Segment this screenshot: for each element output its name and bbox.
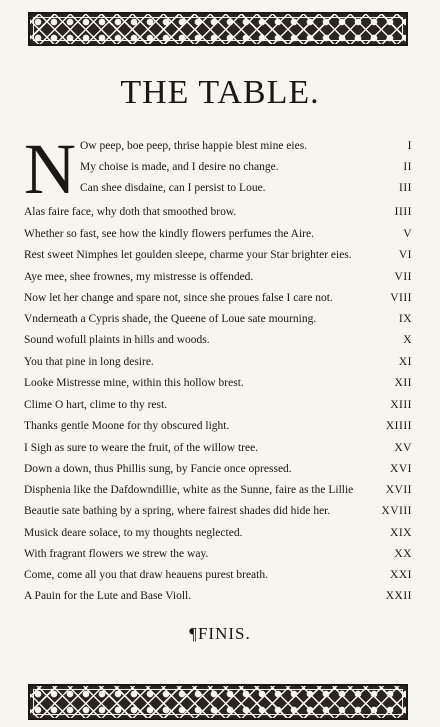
list-item: [0, 352, 440, 373]
list-item: [0, 523, 440, 544]
entry-number: XVII: [385, 484, 412, 496]
entry-number: XXI: [390, 569, 412, 581]
entry-title: Clime O hart, clime to thy rest.: [24, 399, 168, 411]
list-item: [0, 330, 440, 351]
entry-title: Alas faire face, why doth that smoothed brow.: [24, 206, 237, 218]
entry-number: X: [403, 334, 412, 346]
entry-number: VII: [394, 271, 412, 283]
entry-number: XXII: [385, 590, 412, 602]
finis-label: ¶FINIS.: [189, 624, 251, 643]
entry-number: IIII: [394, 206, 412, 218]
entry-title: A Pauin for the Lute and Base Violl.: [24, 590, 192, 602]
entry-number: XVI: [390, 463, 412, 475]
entry-title: Rest sweet Nimphes let goulden sleepe, charme your Star brighter eies.: [24, 249, 352, 261]
entry-title: Down a down, thus Phillis sung, by Fancie once opressed.: [24, 463, 292, 475]
list-item: [0, 157, 440, 178]
entry-title: Ow peep, boe peep, thrise happie blest mine eies.: [80, 140, 308, 152]
entry-number: XX: [394, 548, 412, 560]
entry-title: Whether so fast, see how the kindly flowers perfumes the Aire.: [24, 228, 314, 240]
entry-number: V: [403, 228, 412, 240]
entry-title: I Sigh as sure to weare the fruit, of the willow tree.: [24, 442, 259, 454]
entry-title: Vnderneath a Cypris shade, the Queene of Loue sate mourning.: [24, 313, 317, 325]
list-item: [0, 416, 440, 437]
list-item: [0, 288, 440, 309]
entry-title: Thanks gentle Moone for thy obscured light.: [24, 420, 230, 432]
list-item: [0, 245, 440, 266]
list-item: [0, 565, 440, 586]
drop-cap-initial: N: [24, 129, 76, 209]
entry-title: Can shee disdaine, can I persist to Loue.: [80, 182, 266, 194]
entry-title: Musick deare solace, to my thoughts neglected.: [24, 527, 243, 539]
entry-title: With fragrant flowers we strew the way.: [24, 548, 209, 560]
list-item: [0, 395, 440, 416]
entry-number: II: [403, 161, 412, 173]
entry-number: XIX: [390, 527, 412, 539]
list-item: [0, 373, 440, 394]
list-item: [0, 480, 440, 501]
entry-number: I: [407, 140, 412, 152]
entry-title: Looke Mistresse mine, within this hollow brest.: [24, 377, 244, 389]
entry-title: You that pine in long desire.: [24, 356, 154, 368]
entry-number: VIII: [390, 292, 412, 304]
list-item: [0, 586, 440, 607]
list-item: [0, 309, 440, 330]
entry-title: Sound wofull plaints in hills and woods.: [24, 334, 210, 346]
entry-number: III: [399, 182, 412, 194]
list-item: [0, 544, 440, 565]
list-item: [0, 178, 440, 199]
list-item: [0, 202, 440, 223]
entry-number: IX: [398, 313, 412, 325]
entry-title: Now let her change and spare not, since she proues false I care not.: [24, 292, 333, 304]
list-item: [0, 267, 440, 288]
entry-title: Beautie sate bathing by a spring, where fairest shades did hide her.: [24, 505, 331, 517]
page-title: THE TABLE.: [120, 74, 320, 111]
entry-number: XIIII: [385, 420, 412, 432]
bottom-ornament-border: [28, 684, 408, 720]
list-item: [0, 438, 440, 459]
list-item: [0, 501, 440, 522]
entry-title: Disphenia like the Dafdowndillie, white as the Sunne, faire as the Lillie: [24, 484, 354, 496]
entry-title: Aye mee, shee frownes, my mistresse is offended.: [24, 271, 254, 283]
list-item: [0, 136, 440, 157]
top-ornament-border: [28, 12, 408, 46]
entry-number: XIII: [390, 399, 412, 411]
entry-number: XVIII: [381, 505, 412, 517]
list-item: [0, 459, 440, 480]
entry-number: XII: [394, 377, 412, 389]
entry-number: VI: [398, 249, 412, 261]
entry-title: Come, come all you that draw heauens purest breath.: [24, 569, 268, 581]
entry-number: XV: [394, 442, 412, 454]
list-item: [0, 224, 440, 245]
entry-number: XI: [398, 356, 412, 368]
entry-title: My choise is made, and I desire no change.: [80, 161, 279, 173]
